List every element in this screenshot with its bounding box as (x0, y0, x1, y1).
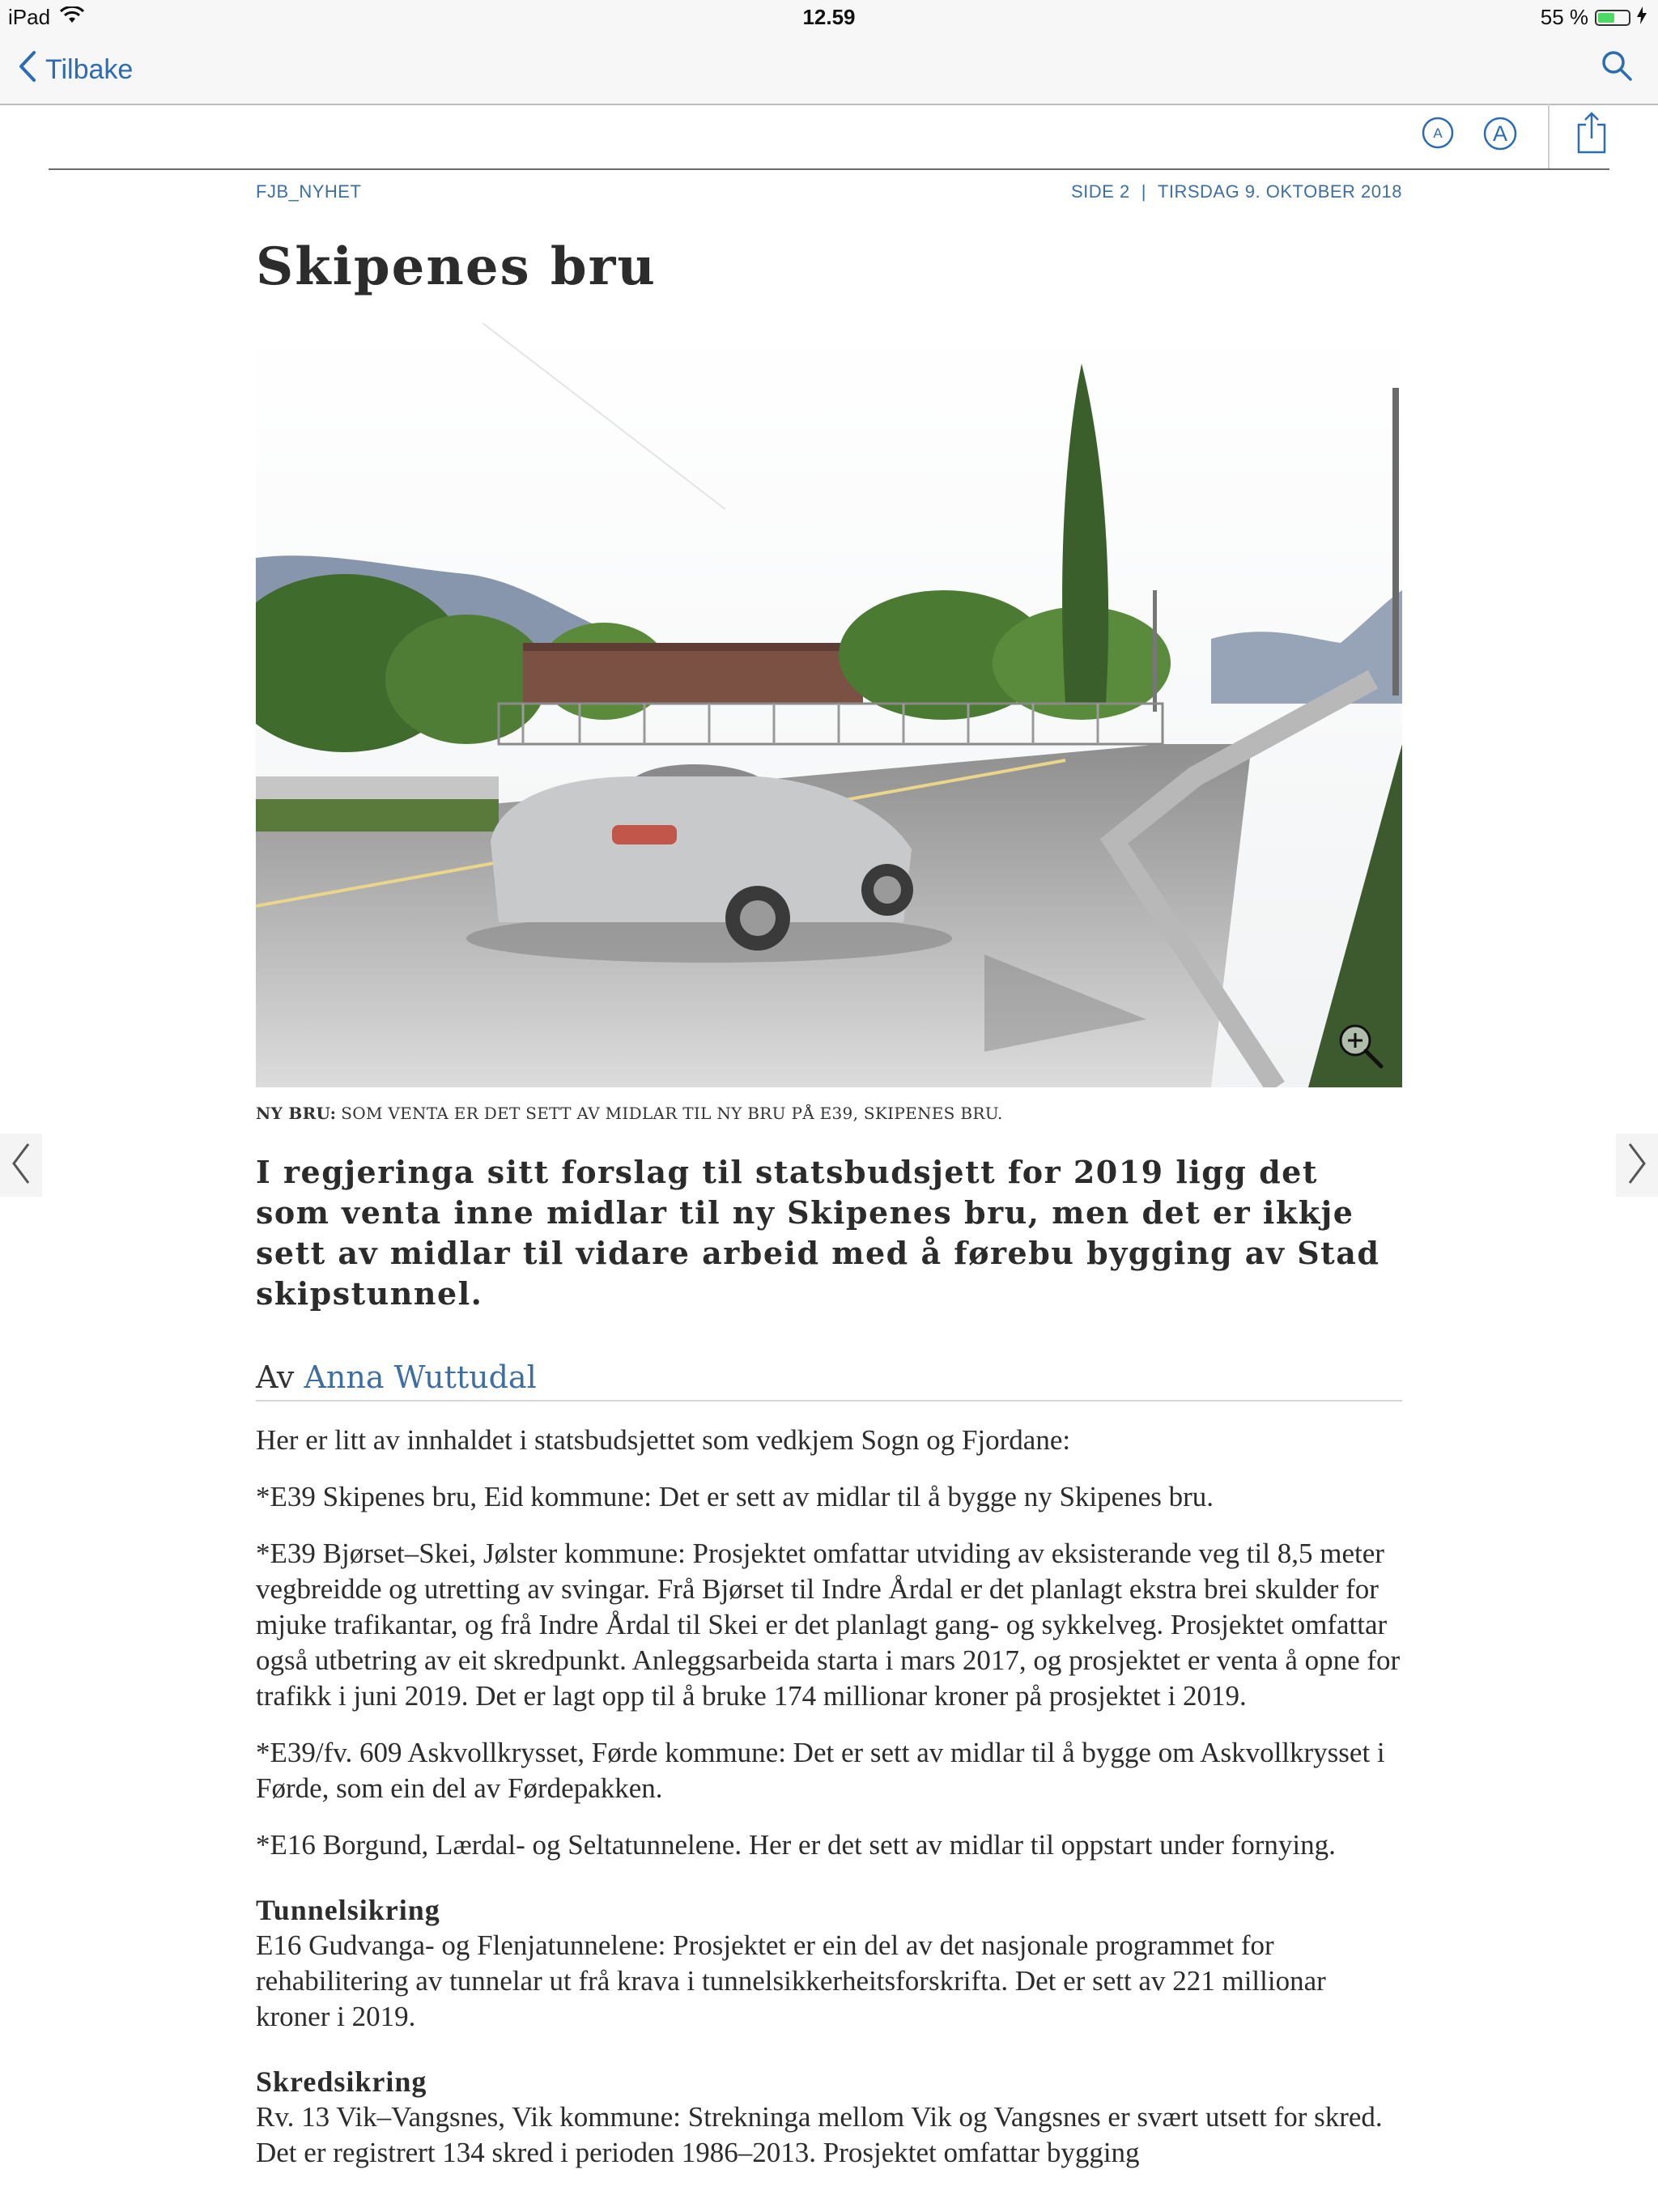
article-title: Skipenes bru (256, 236, 657, 297)
byline (256, 1359, 1402, 1402)
meta-separator: | (1141, 181, 1146, 202)
battery-percent: 55 % (1540, 5, 1588, 29)
chevron-left-icon (18, 50, 37, 90)
article-date: TIRSDAG 9. OKTOBER 2018 (1157, 181, 1402, 202)
svg-text:A: A (1492, 121, 1508, 146)
increase-font-button[interactable] (1482, 115, 1519, 156)
body-paragraph: *E39 Skipenes bru, Eid kommune: Det er sett av midlar til å bygge ny Skipenes bru. (256, 1481, 1214, 1512)
body-paragraph: Her er litt av innhaldet i statsbudsjettet som vedkjem Sogn og Fjordane: (256, 1424, 1071, 1456)
article (256, 170, 1402, 2171)
battery-icon (1595, 10, 1630, 26)
photo-caption (256, 1104, 1402, 1123)
author-link[interactable]: Anna Wuttudal (304, 1359, 537, 1395)
bridge-car-photo (256, 323, 1402, 1087)
search-button[interactable] (1600, 49, 1634, 87)
toolbar-divider (1548, 104, 1550, 168)
body-paragraph: E16 Gudvanga- og Flenjatunnelene: Prosjektet er ein del av det nasjonale programmet for rehabilitering av tunnelar ut frå krava i tunnelsikkerheitsforskrifta. Det er sett av 221 millionar kroner i 2019. (256, 1929, 1326, 2032)
back-button[interactable] (18, 50, 133, 90)
article-body (256, 1423, 1402, 2171)
status-bar-right (1541, 5, 1647, 30)
next-page-button[interactable] (1616, 1134, 1658, 1197)
previous-page-button[interactable] (0, 1134, 42, 1197)
zoom-button[interactable] (1334, 1019, 1386, 1071)
svg-text:A: A (1433, 125, 1443, 141)
byline-prefix: Av (256, 1359, 295, 1395)
status-bar (0, 0, 1658, 36)
body-paragraph: *E16 Borgund, Lærdal- og Seltatunnelene. Her er det sett av midlar til oppstart under fornying. (256, 1829, 1336, 1861)
search-icon (1600, 72, 1634, 86)
article-meta (256, 181, 1402, 202)
device-name: iPad (8, 5, 51, 29)
chevron-right-icon (1626, 1141, 1647, 1190)
navigation-bar (0, 36, 1658, 105)
share-button[interactable] (1575, 112, 1608, 158)
body-paragraph: Rv. 13 Vik–Vangsnes, Vik kommune: Strekninga mellom Vik og Vangsnes er svært utsett for skred. Det er registrert 134 skred i perioden 1986–2013. Prosjektet omfattar bygging (256, 2101, 1383, 2168)
font-size-large-icon (1482, 121, 1519, 155)
reader-toolbar (49, 104, 1609, 170)
subheading-skredsikring: Skredsikring (256, 2065, 427, 2098)
body-paragraph: *E39/fv. 609 Askvollkrysset, Førde kommune: Det er sett av midlar til å bygge om Askvollkrysset i Førde, som ein del av Førdepakken. (256, 1737, 1385, 1804)
charging-icon (1637, 5, 1647, 30)
article-section: FJB_NYHET (256, 181, 362, 202)
chevron-left-icon (11, 1141, 32, 1190)
font-size-small-icon (1420, 125, 1456, 154)
subheading-tunnelsikring: Tunnelsikring (256, 1894, 440, 1926)
share-icon (1575, 143, 1608, 157)
caption-text: SOM VENTA ER DET SETT AV MIDLAR TIL NY BRU PÅ E39, SKIPENES BRU. (341, 1104, 1003, 1123)
article-lead: I regjeringa sitt forslag til statsbudsjett for 2019 ligg det som venta inne midlar til ny Skipenes bru, men det er ikkje sett av midlar til vidare arbeid med å førebu bygging av Stad skipstunnel. (256, 1154, 1380, 1312)
status-time: 12.59 (802, 5, 856, 29)
article-photo[interactable] (256, 323, 1402, 1087)
decrease-font-button[interactable] (1420, 115, 1456, 155)
article-page: SIDE 2 (1070, 181, 1130, 202)
body-paragraph: *E39 Bjørset–Skei, Jølster kommune: Prosjektet omfattar utviding av eksisterande veg til 8,5 meter vegbreidde og utretting av svingar. Frå Bjørset til Indre Årdal er det planlagt ekstra brei skulder for mjuke trafikantar, og frå Indre Årdal til Skei er det planlagt gang- og sykkelveg. Prosjektet omfattar også utbetring av eit skredpunkt. Anleggsarbeida starta i mars 2017, og prosjektet er venta å opne for trafikk i juni 2019. Det er lagt opp til å bruke 174 millionar kroner på prosjektet i 2019. (256, 1538, 1401, 1712)
zoom-in-icon (1334, 1019, 1386, 1071)
battery-level (1598, 13, 1614, 23)
article-page-date (1071, 181, 1402, 202)
back-label: Tilbake (45, 54, 134, 85)
caption-label: NY BRU: (256, 1104, 337, 1123)
